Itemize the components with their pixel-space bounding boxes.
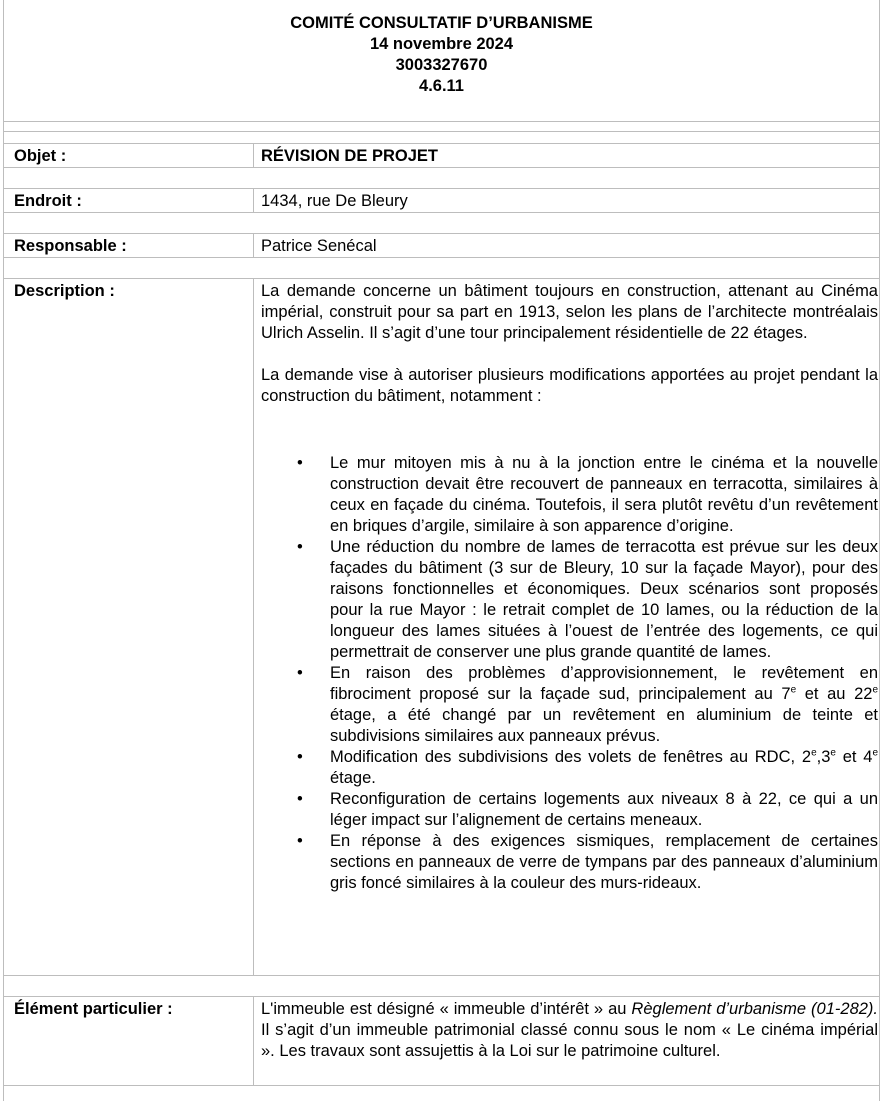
endroit-value: 1434, rue De Bleury xyxy=(261,192,408,210)
row-divider xyxy=(4,996,879,997)
superscript: e xyxy=(872,747,879,759)
list-item-text: En réponse à des exigences sismiques, remplacement de certaines sections en panneaux de verre de tympans par des panneaux d’aluminium gris foncé similaires à la couleur des murs-rideaux. xyxy=(330,832,878,892)
element-particulier-label: Élément particulier : xyxy=(14,1000,173,1018)
responsable-label: Responsable : xyxy=(14,237,127,255)
endroit-label: Endroit : xyxy=(14,192,82,210)
column-divider xyxy=(253,233,254,257)
row-divider xyxy=(4,143,879,144)
superscript: e xyxy=(872,684,878,696)
regulation-reference: Règlement d’urbanisme (01-282). xyxy=(631,1000,878,1018)
column-divider xyxy=(253,143,254,167)
list-item xyxy=(261,831,878,894)
text-run: Modification des subdivisions des volets de fenêtres au RDC, 2 xyxy=(330,748,812,766)
list-item xyxy=(261,663,878,747)
bullet-symbol: • xyxy=(297,538,303,556)
meeting-date: 14 novembre 2024 xyxy=(369,35,514,53)
agenda-item-number: 4.6.11 xyxy=(419,77,464,95)
text-run: et au 22 xyxy=(796,685,873,703)
superscript: e xyxy=(830,747,836,759)
description-text xyxy=(261,281,878,407)
row-divider xyxy=(4,233,879,234)
list-item-text xyxy=(330,748,878,787)
bullet-symbol: • xyxy=(297,790,303,808)
row-divider xyxy=(4,212,879,213)
file-number: 3003327670 xyxy=(395,56,488,74)
list-item-text xyxy=(330,664,878,745)
row-divider xyxy=(4,188,879,189)
list-item-text: Reconfiguration de certains logements aux niveaux 8 à 22, ce qui a un léger impact sur l’alignement de certains meneaux. xyxy=(330,790,878,829)
list-item-text: Une réduction du nombre de lames de terracotta est prévue sur les deux façades du bâtiment (3 sur de Bleury, 10 sur la façade Mayor), pour des raisons fonctionnelles et économiques. Deux scénarios sont proposés pour la rue Mayor : le retrait complet de 10 lames, ou la réduction de la longueur des lames situées à l’ouest de l’entrée des logements, ce qui permettrait de conserver une plus grande quantité de lames. xyxy=(330,538,878,661)
bullet-symbol: • xyxy=(297,748,303,766)
list-item xyxy=(261,537,878,663)
list-item xyxy=(261,747,878,789)
document-page xyxy=(3,0,880,1101)
column-divider xyxy=(253,188,254,212)
row-divider xyxy=(4,1085,879,1086)
text-run: et 4 xyxy=(835,748,873,766)
objet-value: RÉVISION DE PROJET xyxy=(261,147,438,165)
row-divider xyxy=(4,167,879,168)
list-item-text: Le mur mitoyen mis à nu à la jonction entre le cinéma et la nouvelle construction devait être recouvert de panneaux en terracotta, similaires à ceux en façade du cinéma. Toutefois, il sera plutôt revêtu d’un revêtement en briques d’argile, similaire à son apparence d’origine. xyxy=(330,454,878,535)
description-paragraph: La demande vise à autoriser plusieurs modifications apportées au projet pendant la construction du bâtiment, notamment : xyxy=(261,366,878,405)
modifications-list xyxy=(261,453,878,894)
element-particulier-text xyxy=(261,999,878,1062)
description-paragraph: La demande concerne un bâtiment toujours en construction, attenant au Cinéma impérial, construit pour sa part en 1913, selon les plans de l’architecte montréalais Ulrich Asselin. Il s’agit d’une tour principalement résidentielle de 22 étages. xyxy=(261,282,878,342)
superscript: e xyxy=(790,684,797,696)
committee-title: COMITÉ CONSULTATIF D’URBANISME xyxy=(290,14,593,32)
row-divider xyxy=(4,975,879,976)
row-divider xyxy=(4,278,879,279)
column-divider xyxy=(253,996,254,1085)
description-label: Description : xyxy=(14,282,115,300)
text-run: étage. xyxy=(330,769,376,787)
list-item xyxy=(261,453,878,537)
responsable-value: Patrice Senécal xyxy=(261,237,377,255)
text-run: ,3 xyxy=(816,748,831,766)
column-divider xyxy=(253,278,254,975)
row-divider xyxy=(4,257,879,258)
bullet-symbol: • xyxy=(297,664,303,682)
bullet-symbol: • xyxy=(297,454,303,472)
superscript: e xyxy=(811,747,817,759)
list-item xyxy=(261,789,878,831)
text-run: étage, a été changé par un revêtement en aluminium de teinte et subdivisions similaires aux panneaux prévus. xyxy=(330,706,878,745)
text-run: En raison des problèmes d’approvisionnement, le revêtement en fibrociment proposé sur la façade sud, principalement au 7 xyxy=(330,664,878,703)
text-run: L'immeuble est désigné « immeuble d’intérêt » au xyxy=(261,1000,632,1018)
objet-label: Objet : xyxy=(14,147,67,165)
text-run: Il s’agit d’un immeuble patrimonial classé connu sous le nom « Le cinéma impérial ». Les travaux sont assujettis à la Loi sur le patrimoine culturel. xyxy=(261,1021,878,1060)
row-divider xyxy=(4,131,879,132)
bullet-symbol: • xyxy=(297,832,303,850)
document-header xyxy=(4,0,879,122)
